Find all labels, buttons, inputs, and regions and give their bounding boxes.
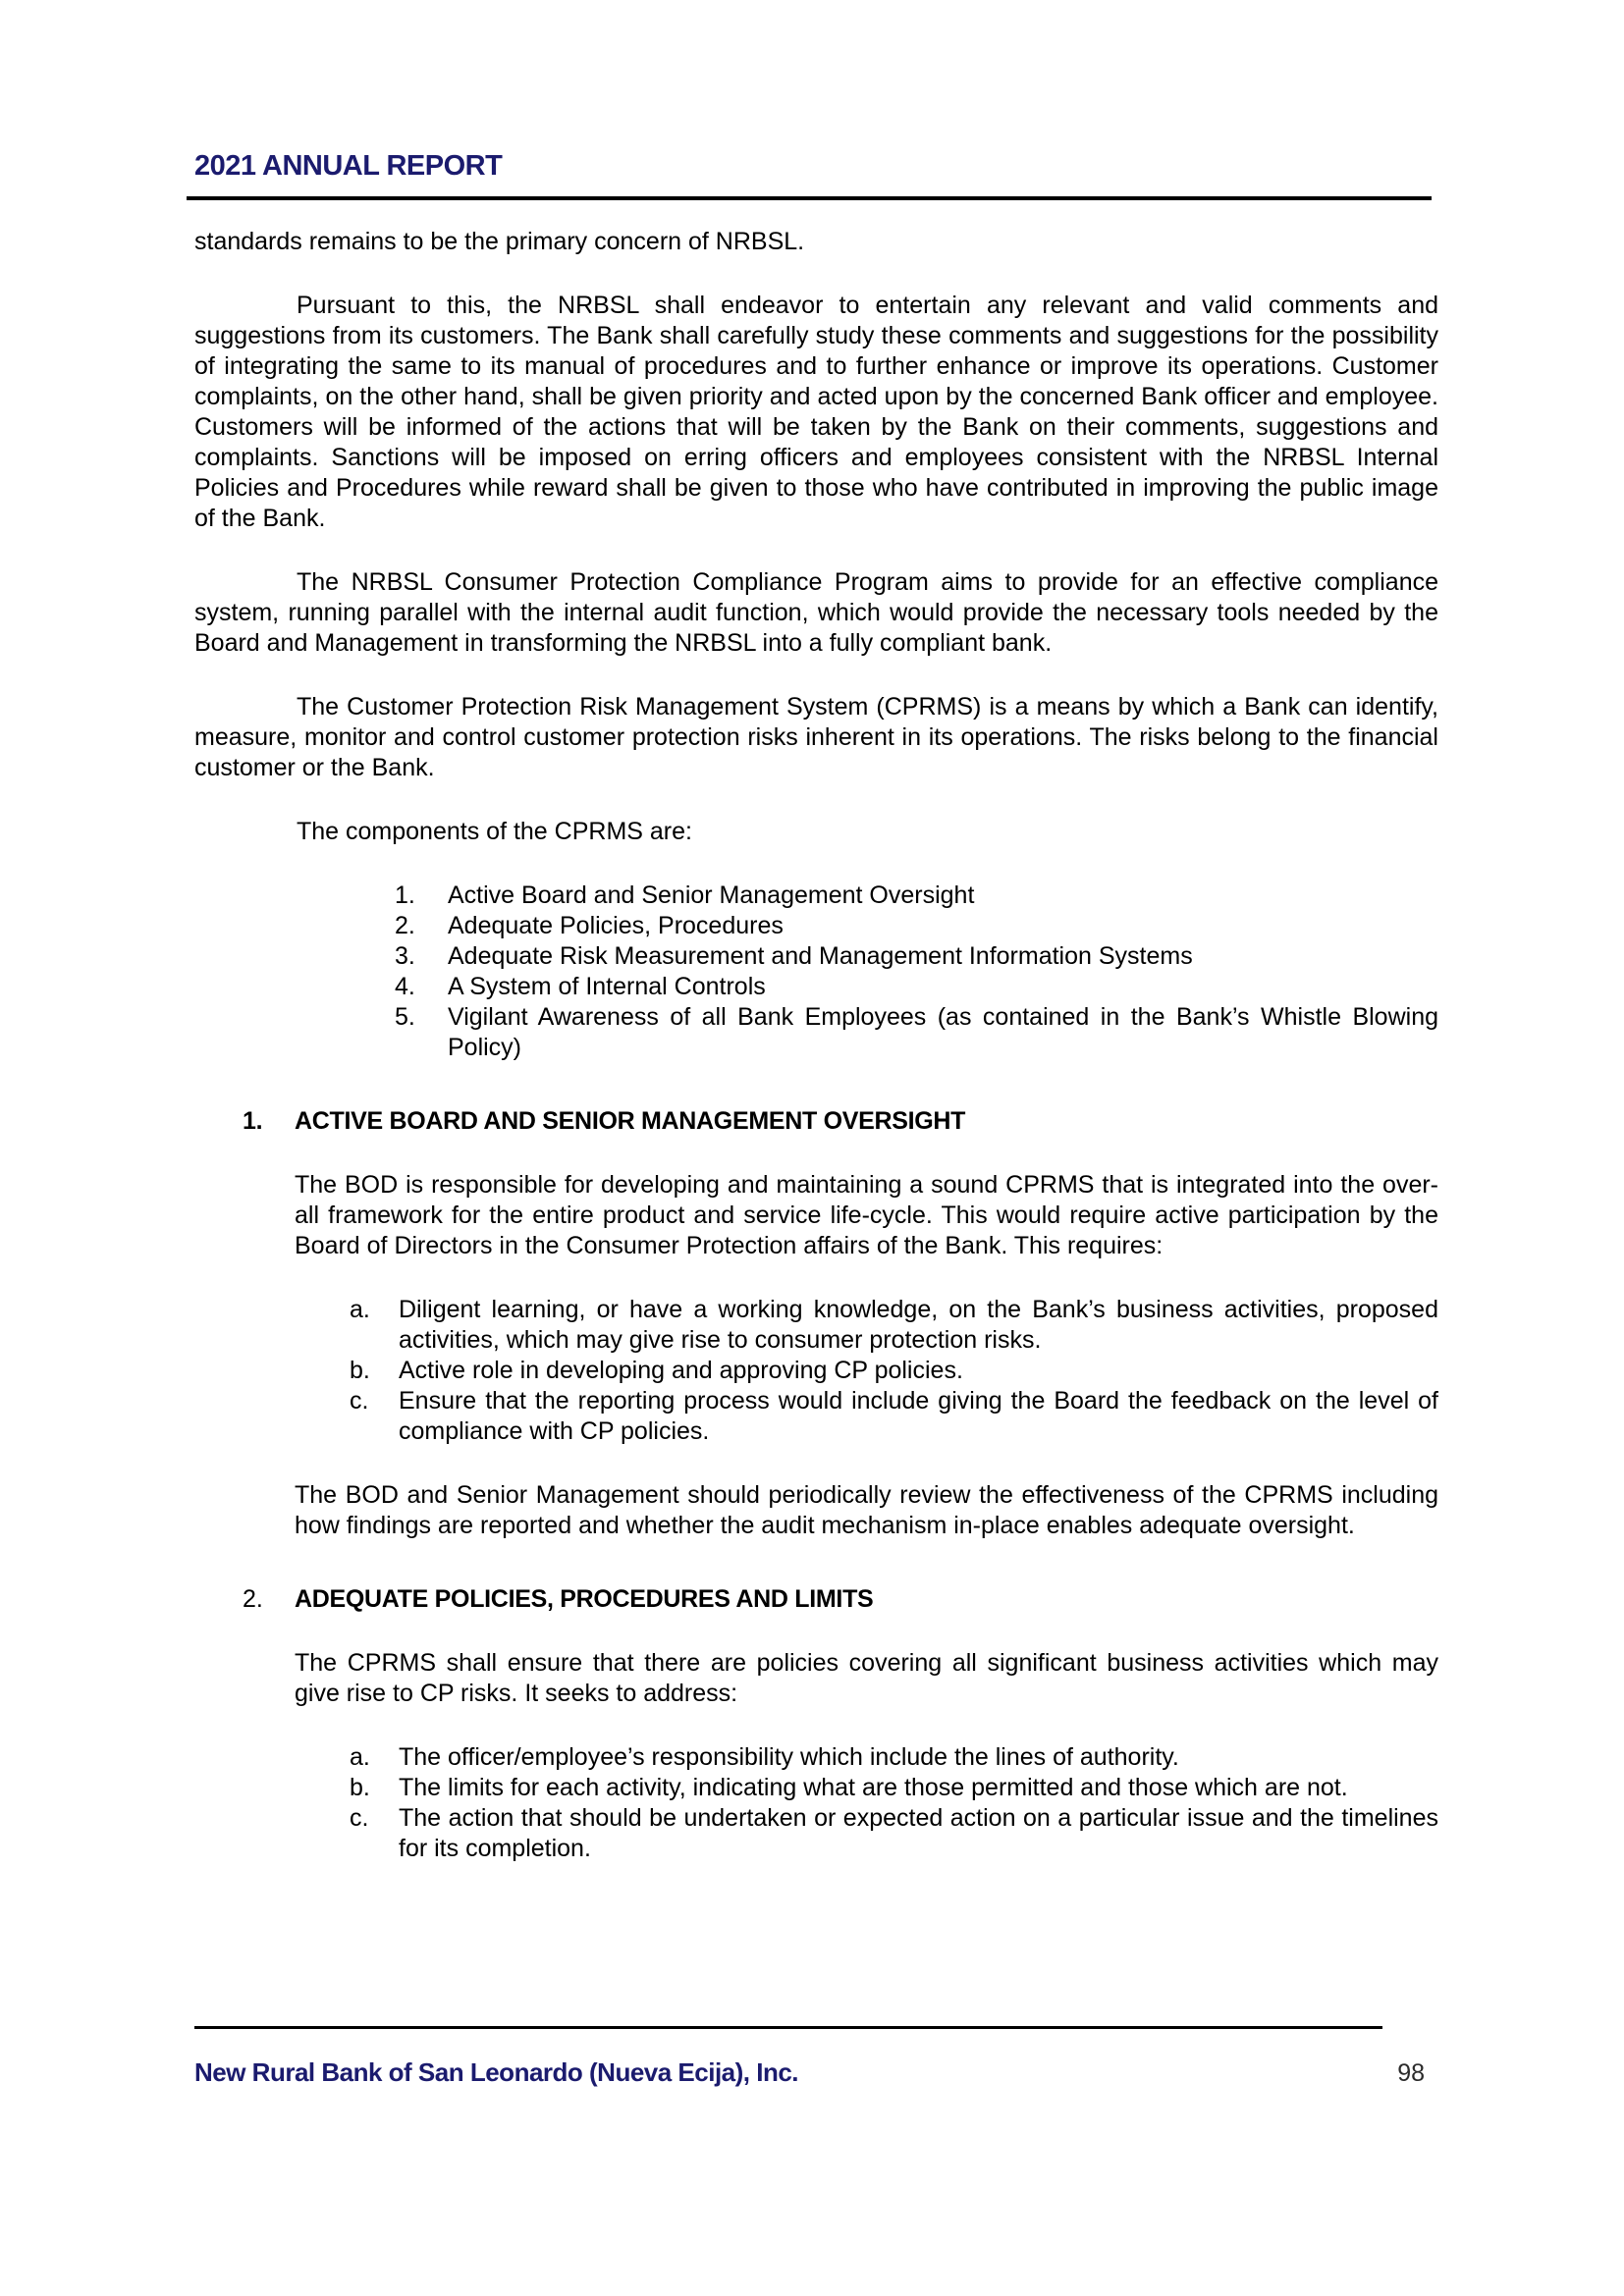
section-heading-1 <box>243 1106 1438 1137</box>
section-number: 1. <box>243 1107 263 1135</box>
list-item-number: 1. <box>395 881 415 909</box>
section-title: ACTIVE BOARD AND SENIOR MANAGEMENT OVERSIGHT <box>295 1107 966 1135</box>
list-item-text: The action that should be undertaken or expected action on a particular issue and the timelines for its completion. <box>399 1804 1438 1862</box>
list-item-number: 5. <box>395 1003 415 1031</box>
list-item-number: 2. <box>395 912 415 939</box>
components-intro-line: The components of the CPRMS are: <box>297 818 692 845</box>
page-content <box>194 0 1438 1864</box>
section-1-letter-list <box>350 1295 1438 1447</box>
section-number: 2. <box>243 1585 263 1613</box>
list-item-text: Vigilant Awareness of all Bank Employees (as contained in the Bank’s Whistle Blowing Policy) <box>448 1003 1438 1061</box>
components-ordered-list <box>395 881 1438 1063</box>
page-number: 98 <box>1397 2059 1425 2087</box>
intro-paragraph: standards remains to be the primary concern of NRBSL. <box>194 228 805 255</box>
list-item-text: Adequate Policies, Procedures <box>448 912 784 939</box>
list-item-text: The officer/employee’s responsibility which include the lines of authority. <box>399 1743 1179 1771</box>
paragraph-bod-responsible: The BOD is responsible for developing and maintaining a sound CPRMS that is integrated into the over-all framework for the entire product and service life-cycle. This would require active participation by the Board of Directors in the Consumer Protection affairs of the Bank. This requires: <box>295 1171 1438 1259</box>
list-item-letter: c. <box>350 1387 369 1415</box>
page-footer <box>194 2057 1438 2088</box>
list-item <box>350 1803 1438 1864</box>
list-item-letter: b. <box>350 1357 370 1384</box>
list-item-letter: b. <box>350 1774 370 1801</box>
list-item-letter: a. <box>350 1296 370 1323</box>
list-item-text: Diligent learning, or have a working knowledge, on the Bank’s business activities, proposed activities, which may give rise to consumer protection risks. <box>399 1296 1438 1354</box>
list-item <box>350 1356 1438 1386</box>
section-2-body <box>295 1648 1438 1864</box>
header-rule <box>187 196 1432 200</box>
paragraph-pursuant: Pursuant to this, the NRBSL shall endeavor to entertain any relevant and valid comments and suggestions from its customers. The Bank shall carefully study these comments and suggestions for the possibility of integrating the same to its manual of procedures and to further enhance or improve its operations. Customer complaints, on the other hand, shall be given priority and acted upon by the concerned Bank officer and employee. Customers will be informed of the actions that will be taken by the Bank on their comments, suggestions and complaints. Sanctions will be imposed on erring officers and employees consistent with the NRBSL Internal Policies and Procedures while reward shall be given to those who have contributed in improving the public image of the Bank. <box>194 292 1438 532</box>
footer-bank-name: New Rural Bank of San Leonardo (Nueva Ecija), Inc. <box>194 2057 799 2087</box>
section-1-body <box>295 1170 1438 1541</box>
list-item-text: Active role in developing and approving CP policies. <box>399 1357 963 1384</box>
list-item-letter: a. <box>350 1743 370 1771</box>
section-title: ADEQUATE POLICIES, PROCEDURES AND LIMITS <box>295 1585 874 1613</box>
list-item <box>395 881 1438 911</box>
paragraph-compliance-program: The NRBSL Consumer Protection Compliance Program aims to provide for an effective compliance system, running parallel with the internal audit function, which would provide the necessary tools needed by the Board and Management in transforming the NRBSL into a fully compliant bank. <box>194 568 1438 657</box>
list-item <box>350 1742 1438 1773</box>
list-item-number: 3. <box>395 942 415 970</box>
section-heading-2 <box>243 1584 1438 1615</box>
list-item-text: A System of Internal Controls <box>448 973 766 1000</box>
section-2-letter-list <box>350 1742 1438 1864</box>
list-item-letter: c. <box>350 1804 369 1832</box>
report-header-title: 2021 ANNUAL REPORT <box>194 150 503 182</box>
list-item-text: The limits for each activity, indicating what are those permitted and those which are not. <box>399 1774 1348 1801</box>
paragraph-periodic-review: The BOD and Senior Management should periodically review the effectiveness of the CPRMS including how findings are reported and whether the audit mechanism in-place enables adequate oversight. <box>295 1481 1438 1539</box>
list-item-text: Ensure that the reporting process would include giving the Board the feedback on the level of compliance with CP policies. <box>399 1387 1438 1445</box>
list-item-text: Active Board and Senior Management Oversight <box>448 881 975 909</box>
list-item <box>350 1295 1438 1356</box>
list-item <box>395 972 1438 1002</box>
list-item <box>395 1002 1438 1063</box>
paragraph-cprms-policies: The CPRMS shall ensure that there are policies covering all significant business activities which may give rise to CP risks. It seeks to address: <box>295 1649 1438 1707</box>
list-item <box>395 941 1438 972</box>
list-item <box>395 911 1438 941</box>
footer-rule <box>194 2026 1382 2029</box>
list-item-text: Adequate Risk Measurement and Management Information Systems <box>448 942 1193 970</box>
list-item-number: 4. <box>395 973 415 1000</box>
paragraph-cprms-definition: The Customer Protection Risk Management System (CPRMS) is a means by which a Bank can identify, measure, monitor and control customer protection risks inherent in its operations. The risks belong to the financial customer or the Bank. <box>194 693 1438 781</box>
list-item <box>350 1386 1438 1447</box>
list-item <box>350 1773 1438 1803</box>
